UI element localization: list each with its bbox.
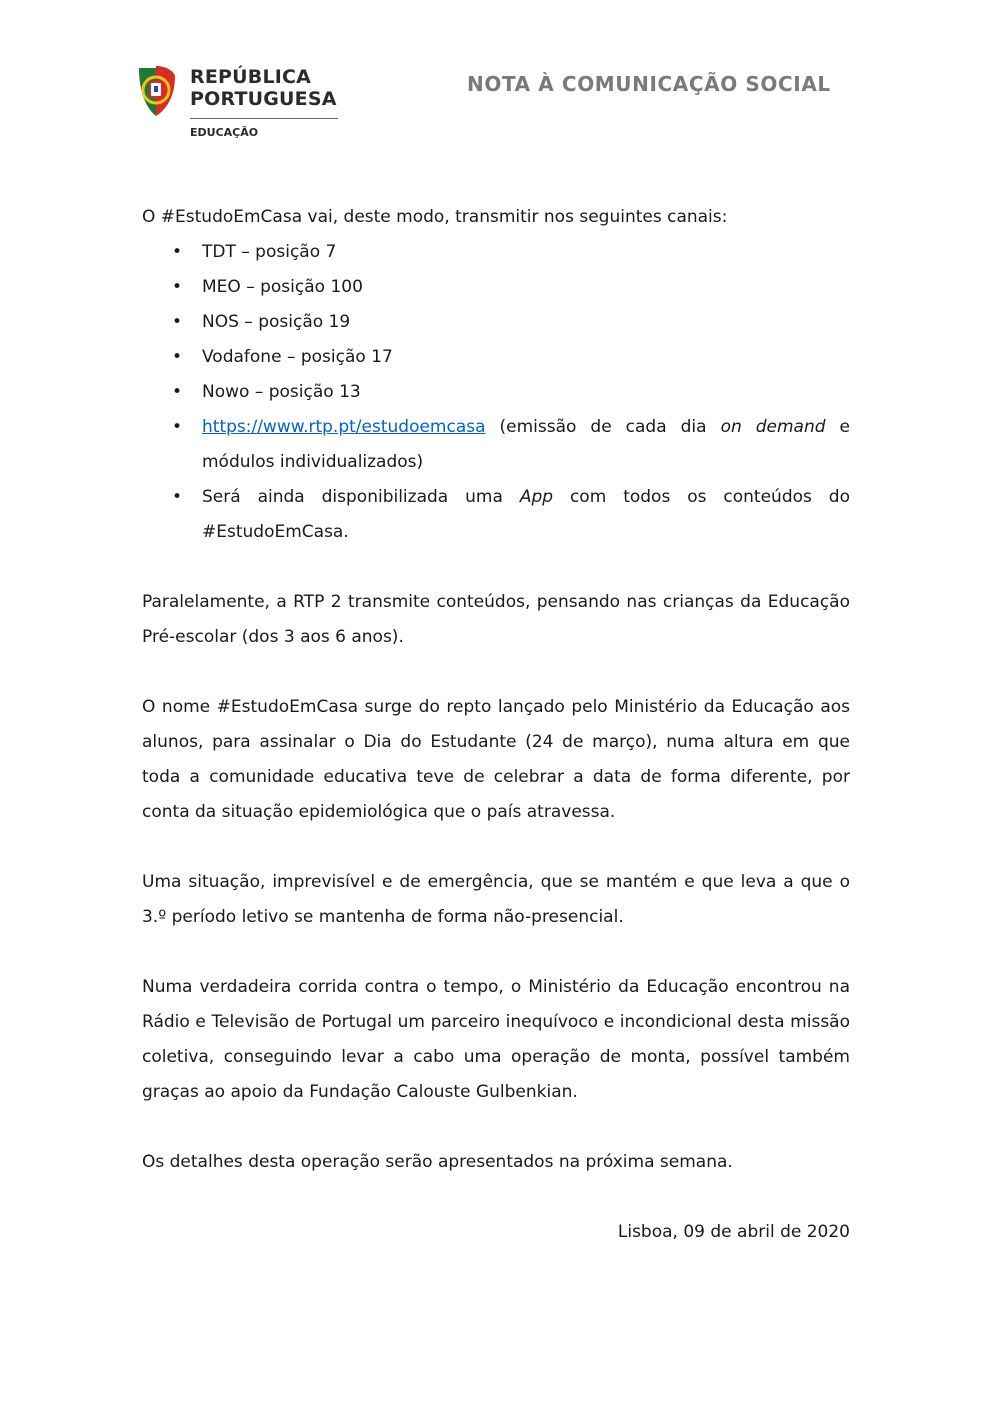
document-body: [142, 200, 850, 1250]
bullet-icon: •: [172, 347, 183, 367]
paragraph-details: Os detalhes desta operação serão apresentados na próxima semana.: [142, 1152, 733, 1172]
channel-list: [142, 235, 850, 550]
bullet-icon: •: [172, 242, 183, 262]
list-item-web: [142, 410, 850, 480]
intro-paragraph: O #EstudoEmCasa vai, deste modo, transmitir nos seguintes canais:: [142, 207, 728, 227]
document-type-title: NOTA À COMUNICAÇÃO SOCIAL: [467, 72, 831, 96]
channel-label: MEO – posição 100: [202, 277, 363, 297]
bullet-icon: •: [172, 312, 183, 332]
bullet-icon: •: [172, 277, 183, 297]
channel-label: Vodafone – posição 17: [202, 347, 393, 367]
list-item: [142, 270, 850, 305]
brand-divider: [190, 118, 338, 119]
bullet-icon: •: [172, 382, 183, 402]
channel-label: NOS – posição 19: [202, 312, 351, 332]
page-header: [0, 0, 992, 160]
place-date-signoff: Lisboa, 09 de abril de 2020: [617, 1222, 850, 1242]
paragraph-preschool: Paralelamente, a RTP 2 transmite conteúdos, pensando nas crianças da Educação Pré-escolar (dos 3 aos 6 anos).: [142, 592, 850, 647]
paragraph-situation: Uma situação, imprevisível e de emergência, que se mantém e que leva a que o 3.º período letivo se mantenha de forma não-presencial.: [142, 872, 850, 927]
channel-label: TDT – posição 7: [202, 242, 337, 262]
list-item: [142, 375, 850, 410]
portuguese-coat-of-arms-icon: [135, 62, 177, 118]
brand-line-2: PORTUGUESA: [190, 88, 337, 110]
brand-line-1: REPÚBLICA: [190, 66, 312, 88]
bullet-icon: •: [172, 417, 183, 437]
rtp-estudoemcasa-link[interactable]: https://www.rtp.pt/estudoemcasa: [202, 417, 486, 437]
list-item: [142, 235, 850, 270]
web-item-text: (emissão de cada dia: [485, 417, 721, 437]
web-item-emphasis: on demand: [720, 417, 826, 437]
app-item-text: Será ainda disponibilizada uma: [202, 487, 520, 507]
web-item-text-end: e módulos individualizados): [202, 417, 850, 472]
app-item-emphasis: App: [519, 487, 554, 507]
brand-department: EDUCAÇÃO: [190, 126, 259, 139]
bullet-icon: •: [172, 487, 183, 507]
paragraph-name-origin: O nome #EstudoEmCasa surge do repto lançado pelo Ministério da Educação aos alunos, para assinalar o Dia do Estudante (24 de março), numa altura em que toda a comunidade educativa teve de celebrar a data de forma diferente, por conta da situação epidemiológica que o país atravessa.: [142, 697, 850, 822]
list-item: [142, 305, 850, 340]
list-item-app: [142, 480, 850, 550]
channel-label: Nowo – posição 13: [202, 382, 361, 402]
app-item-text-end: com todos os conteúdos do #EstudoEmCasa.: [202, 487, 850, 542]
paragraph-partnership: Numa verdadeira corrida contra o tempo, o Ministério da Educação encontrou na Rádio e Televisão de Portugal um parceiro inequívoco e incondicional desta missão coletiva, conseguindo levar a cabo uma operação de monta, possível também graças ao apoio da Fundação Calouste Gulbenkian.: [142, 977, 850, 1102]
list-item: [142, 340, 850, 375]
